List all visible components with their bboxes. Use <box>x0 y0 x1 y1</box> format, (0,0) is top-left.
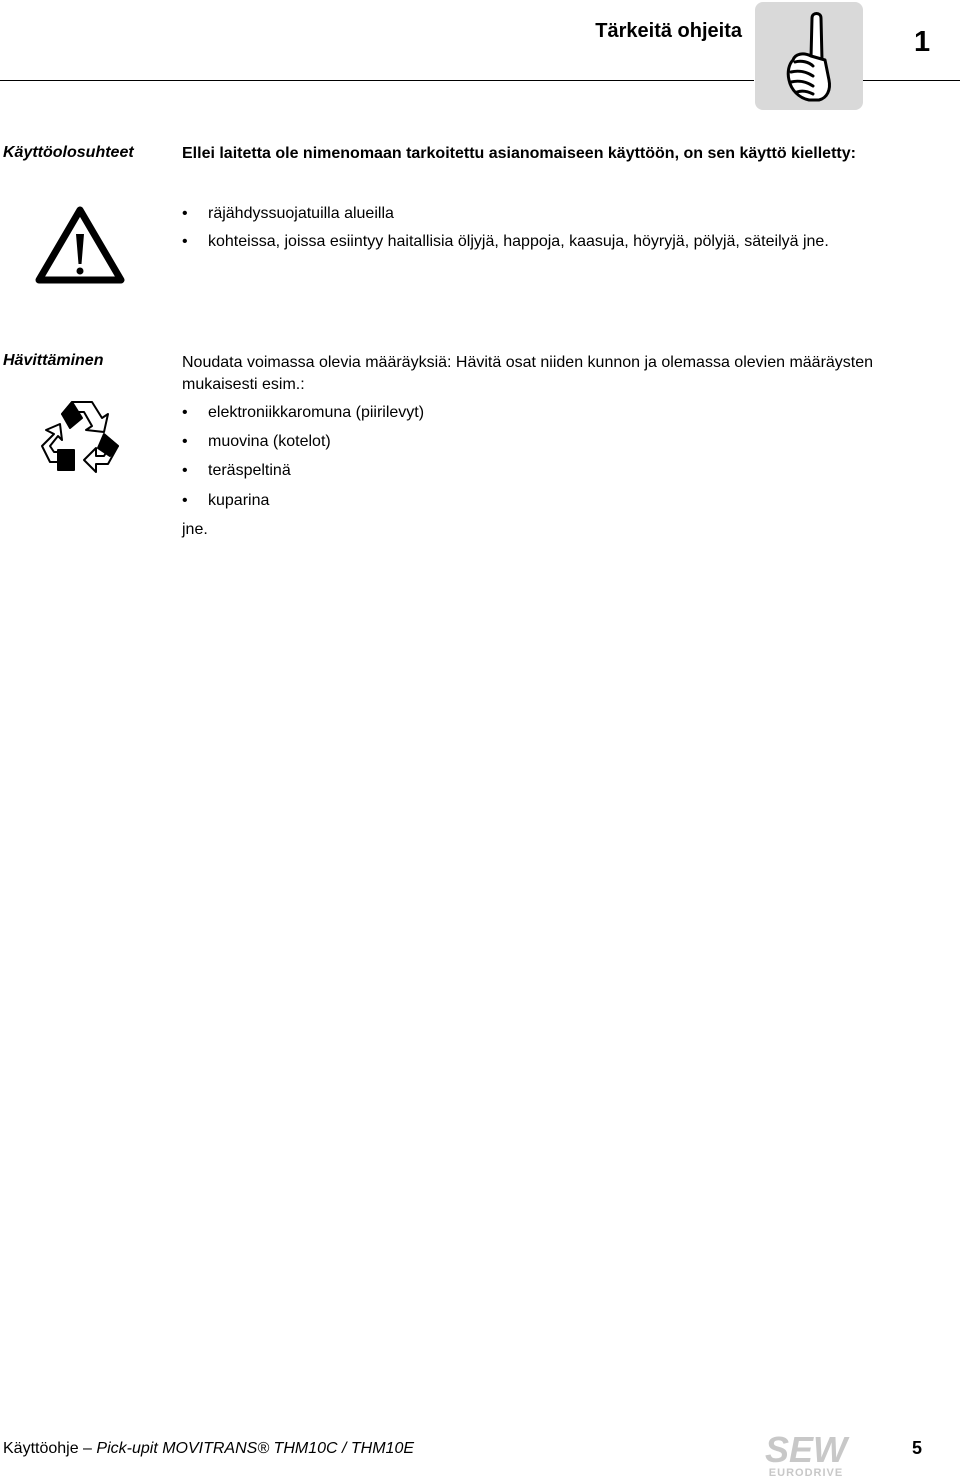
bullet-icon: • <box>182 205 188 222</box>
svg-text:EURODRIVE: EURODRIVE <box>768 1467 844 1478</box>
warning-triangle-icon <box>34 204 126 286</box>
disposal-outro: jne. <box>182 521 208 538</box>
list-item: • elektroniikkaromuna (piirilevyt) <box>182 400 902 426</box>
bullet-icon: • <box>182 462 188 479</box>
recycle-icon <box>40 400 120 478</box>
chapter-number: 1 <box>914 26 931 58</box>
bullet-icon: • <box>182 492 188 509</box>
pointing-hand-icon <box>755 2 863 110</box>
section-label-operating-conditions: Käyttöolosuhteet <box>3 144 134 161</box>
list-item: • kuparina <box>182 488 902 514</box>
list-item: • muovina (kotelot) <box>182 429 902 455</box>
page-header-title: Tärkeitä ohjeita <box>595 20 742 42</box>
sew-eurodrive-logo <box>752 1428 862 1478</box>
header-rule-right <box>862 80 960 81</box>
section-label-disposal: Hävittäminen <box>3 352 104 369</box>
list-item: • teräspeltinä <box>182 458 902 484</box>
operating-conditions-intro: Ellei laitetta ole nimenomaan tarkoitettu asianomaiseen käyttöön, on sen käyttö kielletty: <box>182 145 856 162</box>
footer-document-title: Käyttöohje – Pick-upit MOVITRANS® THM10C / THM10E <box>3 1440 415 1457</box>
bullet-icon: • <box>182 233 188 250</box>
bullet-icon: • <box>182 404 188 421</box>
bullet-icon: • <box>182 433 188 450</box>
list-item: • kohteissa, joissa esiintyy haitallisia öljyjä, happoja, kaasuja, höyryjä, pölyjä, säteilyä jne. <box>182 230 902 254</box>
page-number: 5 <box>912 1438 923 1458</box>
disposal-intro: Noudata voimassa olevia määräyksiä: Hävitä osat niiden kunnon ja olemassa olevien määräysten mukaisesti esim.: <box>182 354 874 393</box>
list-item: • räjähdyssuojatuilla alueilla <box>182 201 902 227</box>
svg-text:SEW: SEW <box>764 1429 848 1470</box>
header-rule <box>0 80 754 81</box>
